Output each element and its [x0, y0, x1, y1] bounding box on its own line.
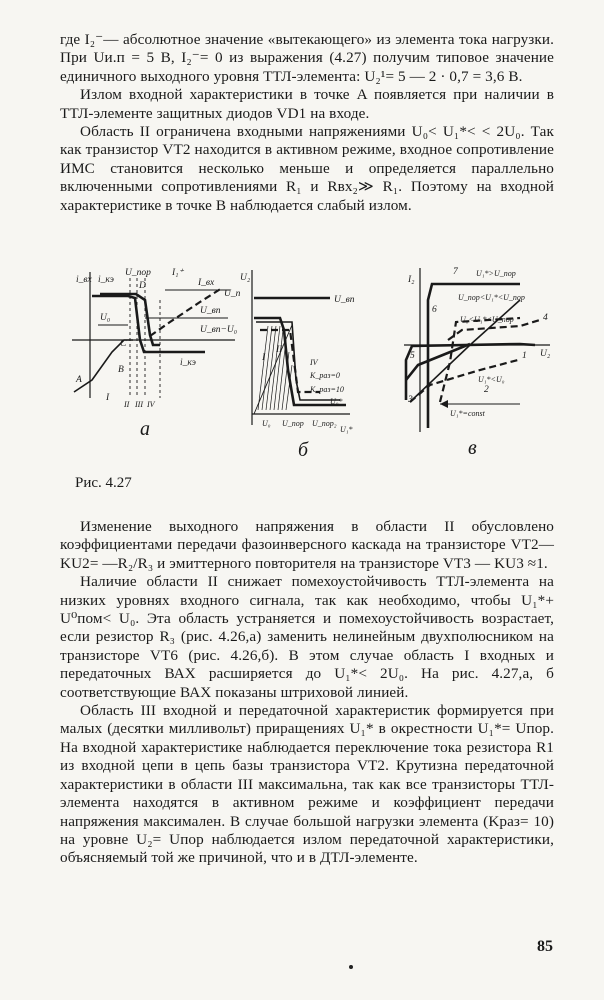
panel-v-curve-upper-dash [440, 318, 520, 402]
svg-text:U₁*<U₀: U₁*<U₀ [478, 375, 505, 384]
paragraph: где I₂⁻— абсолютное значение «вытекающего» из элемента тока нагрузки. При Uи.п = 5 В, I₂⁻= 0 из выражения (4.27) получим типовое значение единичного выходного уровня ТТЛ-элемента: U₂¹= 5 — 2 · 0,7 = 3,6 В. [60, 31, 554, 85]
svg-text:K_раз=0: K_раз=0 [310, 371, 340, 380]
svg-text:U_п: U_п [224, 289, 241, 299]
panel-b-hatch [258, 326, 292, 410]
svg-text:U_вп−U₀: U_вп−U₀ [200, 325, 238, 335]
svg-text:U_пор<U₁*<U_пор: U_пор<U₁*<U_пор [458, 293, 525, 302]
svg-text:i_кэ: i_кэ [98, 275, 114, 285]
svg-text:I_вх: I_вх [198, 278, 215, 288]
svg-text:III: III [135, 400, 143, 409]
panel-b-y-label: U₂ [240, 273, 251, 283]
paragraph: Наличие области II снижает помехоустойчивость ТТЛ-элемента на низких уровнях входного сигнала, так как необходимо, чтобы U₁*+ U⁰пом< U₀. Эта область устраняется и помехоустойчивость возрастает, если резистор R₃ (рис. 4.26,а) заменить нелинейным двухполюсником на транзисторе VT6 (рис. 4.26,б). В этом случае область I входных и передаточных ВАХ расширяется до U₁*< 2U₀. На рис. 4.27,а, б соответствующие ВАХ показаны штриховой линией. [60, 573, 554, 701]
svg-text:4: 4 [543, 313, 548, 323]
svg-text:U_вп: U_вп [334, 295, 355, 305]
svg-text:A: A [76, 375, 82, 385]
svg-text:U_вп: U_вп [200, 306, 221, 316]
svg-text:I: I [262, 353, 266, 363]
svg-text:IV: IV [147, 400, 155, 409]
svg-text:U₂: U₂ [540, 349, 551, 359]
svg-text:U₁*: U₁* [340, 425, 353, 434]
svg-text:i_кэ: i_кэ [180, 358, 196, 368]
svg-text:I₁⁺: I₁⁺ [172, 268, 184, 278]
panel-v-y-label: I₂ [408, 275, 415, 285]
svg-text:II: II [276, 345, 283, 355]
svg-text:U_пор₂: U_пор₂ [312, 419, 337, 428]
svg-text:7: 7 [453, 267, 458, 277]
svg-text:B: B [118, 365, 124, 375]
svg-text:IV: IV [310, 358, 318, 367]
paragraph: Изменение выходного напряжения в области II обусловлено коэффициентами передачи фазоинверсного каскада на транзисторе VT2—KU2= —R₂/R₃ и эмиттерного повторителя на транзисторе VT3 — KU3 ≈1. [60, 518, 554, 572]
panel-a [72, 268, 241, 440]
svg-text:U_пор: U_пор [125, 268, 151, 278]
svg-text:U₀: U₀ [262, 419, 271, 428]
svg-text:D: D [139, 281, 146, 291]
svg-text:2: 2 [484, 385, 489, 395]
svg-text:U₀: U₀ [100, 313, 111, 323]
paragraph: Область II ограничена входными напряжениями U₀< U₁*< < 2U₀. Так как транзистор VT2 находится в активном режиме, входное сопротивление ИМС становится несколько меньше и определяется параллельно включенными сопротивлениями R₁ и Rвх₂≫ R₁. Поэтому на входной характеристике в точке B наблюдается слабый излом. [60, 123, 554, 214]
panel-v [404, 267, 551, 459]
page-number: 85 [537, 938, 553, 955]
paragraph: Область III входной и передаточной характеристик формируется при малых (десятки милливольт) приращениях U₁* в окрестности U₁*= Uпор. На входной характеристике наблюдается переключение тока резистора R1 из входной цепи в цепь базы транзистора VT2. Крутизна передаточной характеристики в области III максимальна, так как все транзисторы ТТЛ-элемента находятся в активном режиме и коэффициент передачи напряжения максимален. В случае большой нагрузки элемента (Kраз= 10) на уровне U₂= Uпор наблюдается излом передаточной характеристики, объясняемый той же причиной, что и в ДТЛ-элементе. [60, 702, 554, 867]
panel-b-label: б [298, 439, 309, 461]
svg-text:U₀<U₁*<U_пор: U₀<U₁*<U_пор [460, 315, 514, 324]
svg-text:II: II [124, 400, 130, 409]
svg-text:U₁*=const: U₁*=const [450, 409, 485, 418]
ink-speck [349, 965, 353, 969]
panel-a-label: а [140, 418, 150, 440]
panel-v-label: в [468, 437, 477, 459]
svg-text:U₁*>U_пор: U₁*>U_пор [476, 269, 516, 278]
svg-text:1: 1 [522, 351, 527, 361]
svg-text:I: I [106, 393, 110, 403]
svg-text:U₀*: U₀* [330, 397, 343, 406]
svg-text:6: 6 [432, 305, 437, 315]
panel-a-y-label: i_вх [76, 275, 92, 285]
paragraph: Излом входной характеристики в точке A появляется при наличии в ТТЛ-элементе защитных диодов VD1 на входе. [60, 86, 554, 122]
svg-text:3: 3 [408, 395, 413, 405]
text-block-bottom [60, 518, 554, 868]
svg-text:5: 5 [410, 351, 415, 361]
figure-caption: Рис. 4.27 [75, 475, 132, 491]
svg-text:C: C [120, 339, 127, 349]
svg-text:U_пор: U_пор [282, 419, 304, 428]
panel-b [240, 270, 355, 461]
svg-text:K_раз=10: K_раз=10 [310, 385, 344, 394]
